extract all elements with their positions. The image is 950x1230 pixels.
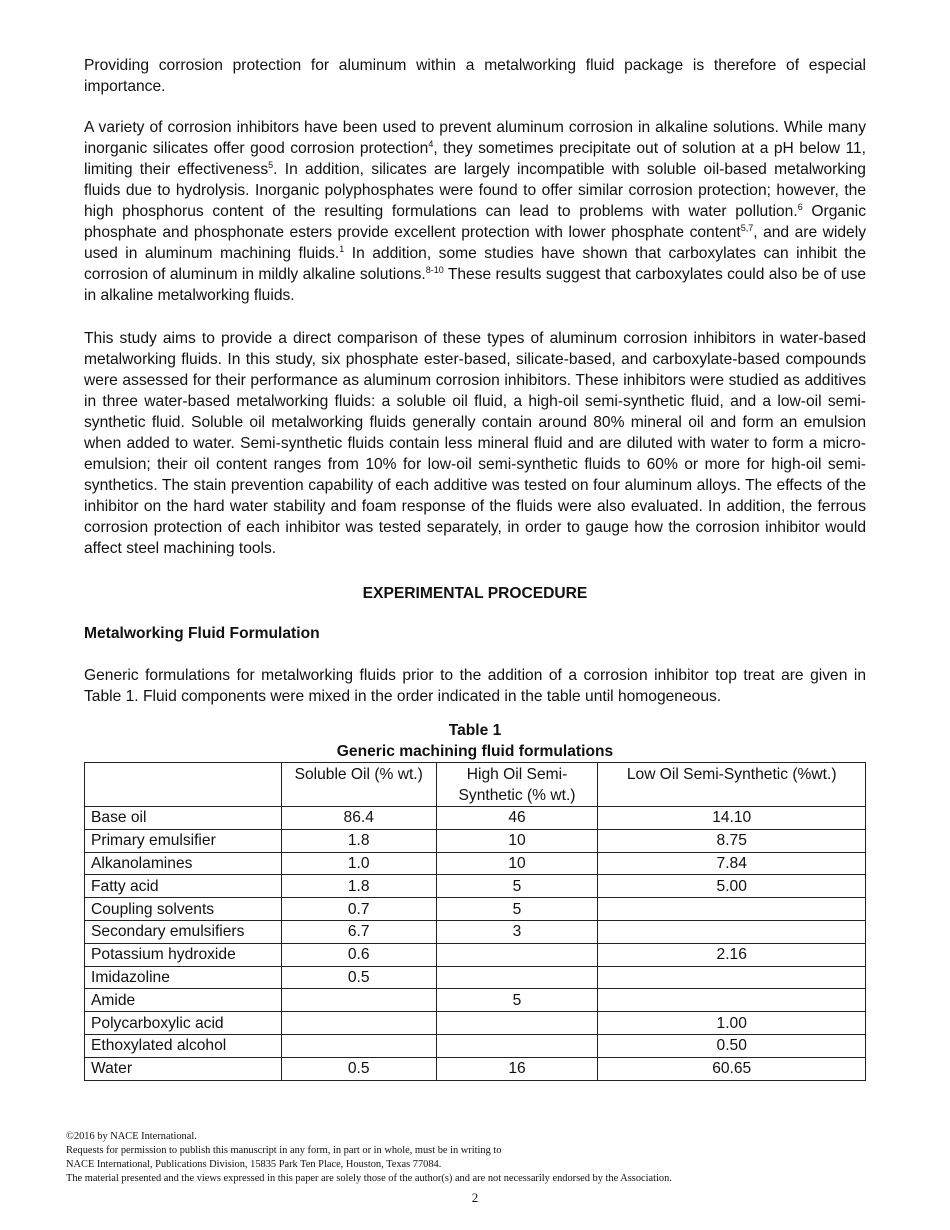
value-cell: 3 <box>436 920 598 943</box>
citation: 6 <box>797 201 803 212</box>
value-cell: 1.8 <box>281 875 436 898</box>
component-cell: Base oil <box>85 807 282 830</box>
header-cell: Low Oil Semi-Synthetic (%wt.) <box>598 763 866 807</box>
value-cell: 60.65 <box>598 1057 866 1080</box>
value-cell: 6.7 <box>281 920 436 943</box>
value-cell: 5 <box>436 875 598 898</box>
value-cell: 86.4 <box>281 807 436 830</box>
value-cell <box>281 989 436 1012</box>
value-cell: 16 <box>436 1057 598 1080</box>
citation: 8-10 <box>425 264 444 275</box>
paragraph-inhibitors-review <box>84 117 866 306</box>
value-cell <box>436 1034 598 1057</box>
text-run: These results suggest that carboxylates could also be of use in alkaline metalworking fluids. <box>84 266 867 304</box>
value-cell: 7.84 <box>598 852 866 875</box>
component-cell: Fatty acid <box>85 875 282 898</box>
value-cell: 8.75 <box>598 829 866 852</box>
component-cell: Amide <box>85 989 282 1012</box>
table-row <box>85 966 866 989</box>
paragraph-formulation: Generic formulations for metalworking fluids prior to the addition of a corrosion inhibitor top treat are given in Table 1. Fluid components were mixed in the order indicated in the table until homogeneous. <box>84 667 866 705</box>
text-run: , and are widely used in aluminum machining fluids. <box>84 224 866 262</box>
value-cell: 0.50 <box>598 1034 866 1057</box>
component-cell: Polycarboxylic acid <box>85 1012 282 1035</box>
table-row <box>85 852 866 875</box>
value-cell: 14.10 <box>598 807 866 830</box>
component-cell: Alkanolamines <box>85 852 282 875</box>
value-cell: 46 <box>436 807 598 830</box>
value-cell: 0.6 <box>281 943 436 966</box>
footer-disclaimer: The material presented and the views expressed in this paper are solely those of the author(s) and are not necessarily endorsed by the Association. <box>66 1173 672 1184</box>
value-cell <box>436 943 598 966</box>
value-cell: 0.5 <box>281 1057 436 1080</box>
value-cell: 10 <box>436 852 598 875</box>
component-cell: Primary emulsifier <box>85 829 282 852</box>
component-cell: Secondary emulsifiers <box>85 920 282 943</box>
value-cell: 1.0 <box>281 852 436 875</box>
value-cell: 5 <box>436 898 598 921</box>
value-cell <box>281 1012 436 1035</box>
table-row <box>85 807 866 830</box>
table-row <box>85 1012 866 1035</box>
formulation-table <box>84 762 866 1081</box>
page-number: 2 <box>471 1190 479 1205</box>
subsection-heading: Metalworking Fluid Formulation <box>84 625 320 642</box>
footer-copyright: ©2016 by NACE International. <box>66 1131 197 1142</box>
component-cell: Imidazoline <box>85 966 282 989</box>
paragraph-intro-end: Providing corrosion protection for aluminum within a metalworking fluid package is therefore of especial importance. <box>84 57 866 95</box>
citation: 4 <box>428 138 434 149</box>
footer-address: NACE International, Publications Division, 15835 Park Ten Place, Houston, Texas 77084. <box>66 1159 442 1170</box>
text-run: . In addition, silicates are largely incompatible with soluble oil-based metalworking fluids due to hydrolysis. Inorganic polyphosphates were found to offer similar corrosion protection; however, the high phosphorus content of the resulting formulations can lead to problems with water pollution. <box>84 161 866 220</box>
table-row <box>85 989 866 1012</box>
table-row <box>85 898 866 921</box>
value-cell: 1.00 <box>598 1012 866 1035</box>
citation: 5,7 <box>740 222 754 233</box>
header-cell: Soluble Oil (% wt.) <box>281 763 436 807</box>
value-cell <box>598 989 866 1012</box>
header-cell: High Oil Semi-Synthetic (% wt.) <box>436 763 598 807</box>
value-cell: 0.7 <box>281 898 436 921</box>
value-cell: 0.5 <box>281 966 436 989</box>
text-run: , they sometimes precipitate out of solution at a pH below 11, limiting their effectiveness <box>84 140 866 178</box>
citation: 1 <box>339 243 345 254</box>
value-cell <box>598 920 866 943</box>
value-cell: 5 <box>436 989 598 1012</box>
citation: 5 <box>268 159 274 170</box>
table-row <box>85 875 866 898</box>
header-cell <box>85 763 282 807</box>
value-cell <box>436 1012 598 1035</box>
table-row <box>85 1034 866 1057</box>
value-cell: 10 <box>436 829 598 852</box>
table-row <box>85 829 866 852</box>
section-heading: EXPERIMENTAL PROCEDURE <box>362 585 588 602</box>
text-run: Organic phosphate and phosphonate esters provide excellent protection with lower phosphate content <box>84 203 866 241</box>
value-cell <box>598 966 866 989</box>
value-cell: 1.8 <box>281 829 436 852</box>
table-row <box>85 1057 866 1080</box>
value-cell: 5.00 <box>598 875 866 898</box>
table-row <box>85 920 866 943</box>
component-cell: Potassium hydroxide <box>85 943 282 966</box>
component-cell: Ethoxylated alcohol <box>85 1034 282 1057</box>
paragraph-study-aims: This study aims to provide a direct comparison of these types of aluminum corrosion inhibitors in water-based metalworking fluids. In this study, six phosphate ester-based, silicate-based, and carboxylate-based compounds were assessed for their performance as aluminum corrosion inhibitors. These inhibitors were studied as additives in three water-based metalworking fluids: a soluble oil fluid, a high-oil semi-synthetic fluid, and a low-oil semi-synthetic fluid. Soluble oil metalworking fluids generally contain around 80% mineral oil and form an emulsion when added to water. Semi-synthetic fluids contain less mineral fluid and are diluted with water to form a micro-emulsion; their oil content ranges from 10% for low-oil semi-synthetic fluids to 60% or more for high-oil semi-synthetics. The stain prevention capability of each additive was tested on four aluminum alloys. The effects of the inhibitor on the hard water stability and foam response of the fluids were also evaluated. In addition, the ferrous corrosion protection of each inhibitor was tested separately, in order to gauge how the corrosion inhibitor would affect steel machining tools. <box>84 330 866 557</box>
component-cell: Coupling solvents <box>85 898 282 921</box>
value-cell: 2.16 <box>598 943 866 966</box>
value-cell <box>598 898 866 921</box>
text-run: In addition, some studies have shown that carboxylates can inhibit the corrosion of aluminum in mildly alkaline solutions. <box>84 245 866 283</box>
value-cell <box>281 1034 436 1057</box>
component-cell: Water <box>85 1057 282 1080</box>
text-run: A variety of corrosion inhibitors have been used to prevent aluminum corrosion in alkaline solutions. While many inorganic silicates offer good corrosion protection <box>84 119 866 157</box>
table-label: Table 1 <box>448 722 502 739</box>
value-cell <box>436 966 598 989</box>
footer-permission: Requests for permission to publish this manuscript in any form, in part or in whole, must be in writing to <box>66 1145 502 1156</box>
table-caption: Generic machining fluid formulations <box>336 743 614 760</box>
table-row <box>85 943 866 966</box>
table-header-row <box>85 763 866 807</box>
